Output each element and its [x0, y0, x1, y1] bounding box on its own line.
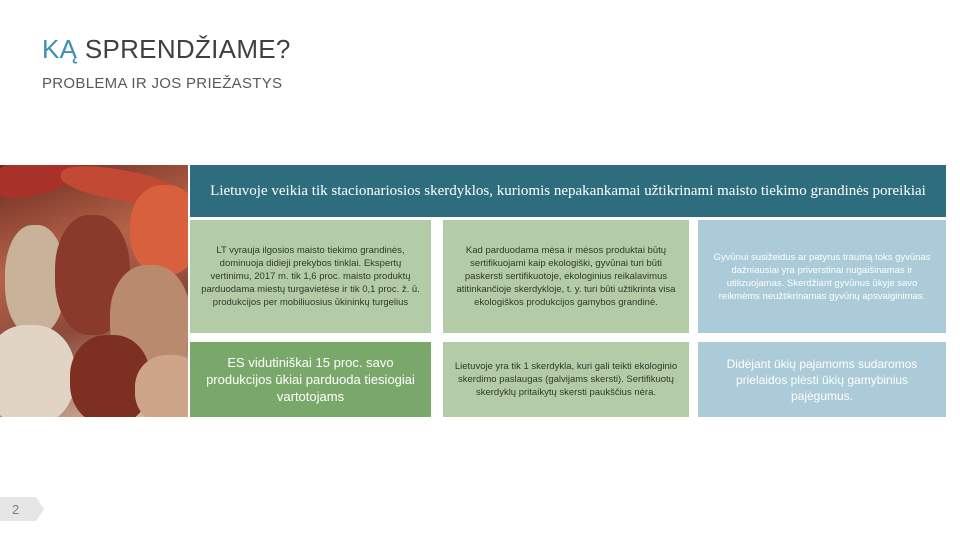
title-accent: KĄ [42, 34, 78, 64]
page-number: 2 [12, 502, 20, 517]
cell-farm-income: Didėjant ūkių pajamoms sudaromos prielaidos plėsti ūkių gamybinius pajėgumus. [698, 342, 946, 417]
cell-ecological-certification: Kad parduodama mėsa ir mėsos produktai būtų sertifikuojami kaip ekologiški, gyvūnai turi būti paskersti sertifikuotoje, ekologinius reikalavimus atitinkančioje skerdykloje, t. y. turi būti užtikrinta visa ekologiškos produkcijos gamybos grandinė. [443, 220, 689, 333]
problem-header: Lietuvoje veikia tik stacionariosios skerdyklos, kuriomis nepakankamai užtikrinami maisto tiekimo grandinės poreikiai [190, 165, 946, 217]
title-rest: SPRENDŽIAME? [77, 34, 291, 64]
page-number-badge [0, 497, 44, 521]
cell-single-slaughterhouse: Lietuvoje yra tik 1 skerdykla, kuri gali teikti ekologinio skerdimo paslaugas (galvijams skersti). Sertifikuotų skerdyklų pritaikytų skersti paukščius nėra. [443, 342, 689, 417]
cell-injured-animals: Gyvūnui susižeidus ar patyrus traumą toks gyvūnas dažniausiai yra priverstinai nugaišinamas ir utilizuojamas. Skerdžiant gyvūnus ūkyje savo reikmėms neužtikrinamas gyvūnų apsvaiginimas. [698, 220, 946, 333]
cell-short-supply-chains: LT vyrauja ilgosios maisto tiekimo grandinės, dominuoja didieji prekybos tinklai. Ekspertų vertinimu, 2017 m. tik 1,6 proc. maisto produktų parduodama miestų turgavietėse ir tik 0,1 proc. ž. ū. produkcijos per mobiliuosius ūkininkų turgelius [190, 220, 431, 333]
page-subtitle: PROBLEMA IR JOS PRIEŽASTYS [42, 75, 283, 92]
cell-eu-direct-sales: ES vidutiniškai 15 proc. savo produkcijos ūkiai parduoda tiesiogiai vartotojams [190, 342, 431, 417]
page-title [42, 34, 291, 65]
meat-products-photo [0, 165, 188, 417]
